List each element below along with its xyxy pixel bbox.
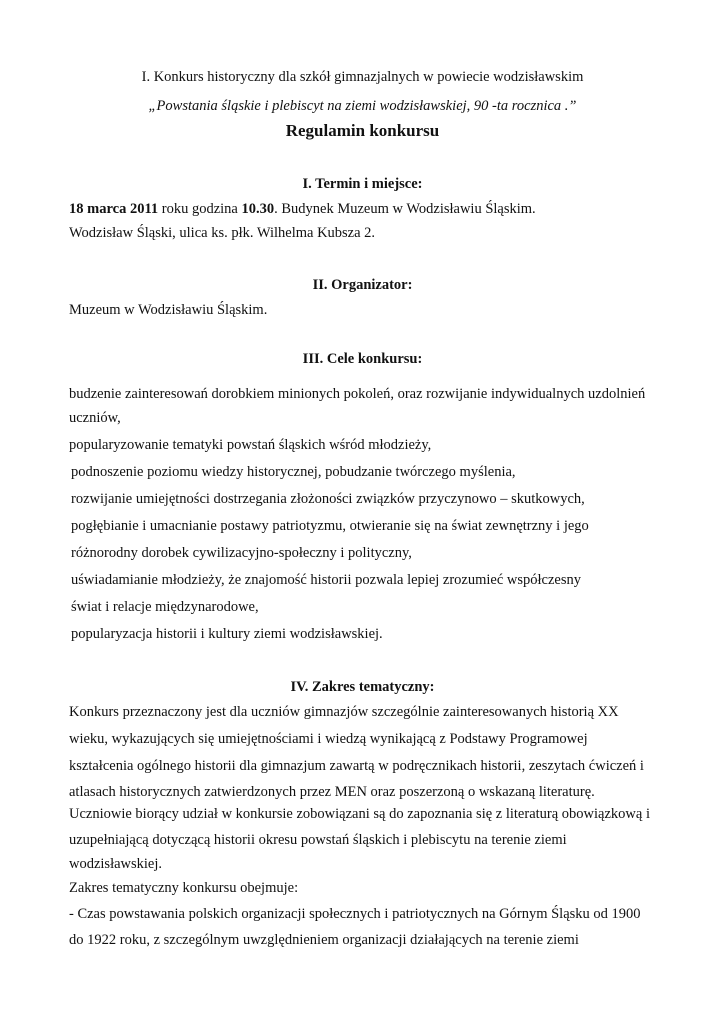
document-title: Regulamin konkursu [285,121,440,140]
scope-line: Uczniowie biorący udział w konkursie zobowiązani są do zapoznania się z literaturą obowiązkową i [69,806,650,822]
date-text-b: . Budynek Muzeum w Wodzisławiu Śląskim. [274,201,536,217]
scope-line: Konkurs przeznaczony jest dla uczniów gimnazjów szczególnie zainteresowanych historią XX [69,704,619,720]
goal-line: budzenie zainteresowań dorobkiem minionych pokoleń, oraz rozwijanie indywidualnych uzdolnień [69,386,646,402]
section-3-heading: III. Cele konkursu: [302,351,423,367]
scope-line: wieku, wykazujących się umiejętnościami i wiedzą wynikającą z Podstawy Programowej [69,731,588,747]
goal-line: popularyzowanie tematyki powstań śląskich wśród młodzieży, [69,437,432,453]
section-1-address: Wodzisław Śląski, ulica ks. płk. Wilhelma Kubsza 2. [69,225,376,241]
event-time: 10.30 [241,201,275,217]
goal-line: różnorodny dorobek cywilizacyjno-społeczny i polityczny, [71,545,412,561]
section-2-heading: II. Organizator: [312,277,413,293]
goal-line: rozwijanie umiejętności dostrzegania złożoności związków przyczynowo – skutkowych, [71,491,585,507]
date-text-a: roku godzina [158,201,242,217]
scope-line: uzupełniającą dotyczącą historii okresu powstań śląskich i plebiscytu na terenie ziemi [69,832,567,848]
goal-line: świat i relacje międzynarodowe, [71,599,259,615]
goal-line: popularyzacja historii i kultury ziemi wodzisławskiej. [71,626,383,642]
scope-line: do 1922 roku, z szczególnym uwzględnieniem organizacji działających na terenie ziemi [69,932,579,948]
section-4-heading: IV. Zakres tematyczny: [290,679,435,695]
goal-line: podnoszenie poziomu wiedzy historycznej, pobudzanie twórczego myślenia, [71,464,516,480]
header-line-1: I. Konkurs historyczny dla szkół gimnazjalnych w powiecie wodzisławskim [141,69,584,85]
goal-line: uświadamianie młodzieży, że znajomość historii pozwala lepiej zrozumieć współczesny [71,572,581,588]
event-date: 18 marca 2011 [69,201,159,217]
section-1-date-line [69,200,536,218]
goal-line: pogłębianie i umacnianie postawy patriotyzmu, otwieranie się na świat zewnętrzny i jego [71,518,589,534]
goal-line: uczniów, [69,410,121,426]
scope-line: Zakres tematyczny konkursu obejmuje: [69,880,299,896]
header-subtitle: „Powstania śląskie i plebiscyt na ziemi wodzisławskiej, 90 -ta rocznica .” [148,98,577,114]
scope-line: kształcenia ogólnego historii dla gimnazjum zawartą w podręcznikach historii, zeszytach ćwiczeń i [69,758,644,774]
scope-line: wodzisławskiej. [69,856,163,872]
section-1-heading: I. Termin i miejsce: [302,176,423,192]
scope-line: atlasach historycznych zatwierdzonych przez MEN oraz poszerzoną o wskazaną literaturę. [69,784,595,800]
section-2-text: Muzeum w Wodzisławiu Śląskim. [69,302,268,318]
scope-line: - Czas powstawania polskich organizacji społecznych i patriotycznych na Górnym Śląsku od 1900 [69,906,641,922]
